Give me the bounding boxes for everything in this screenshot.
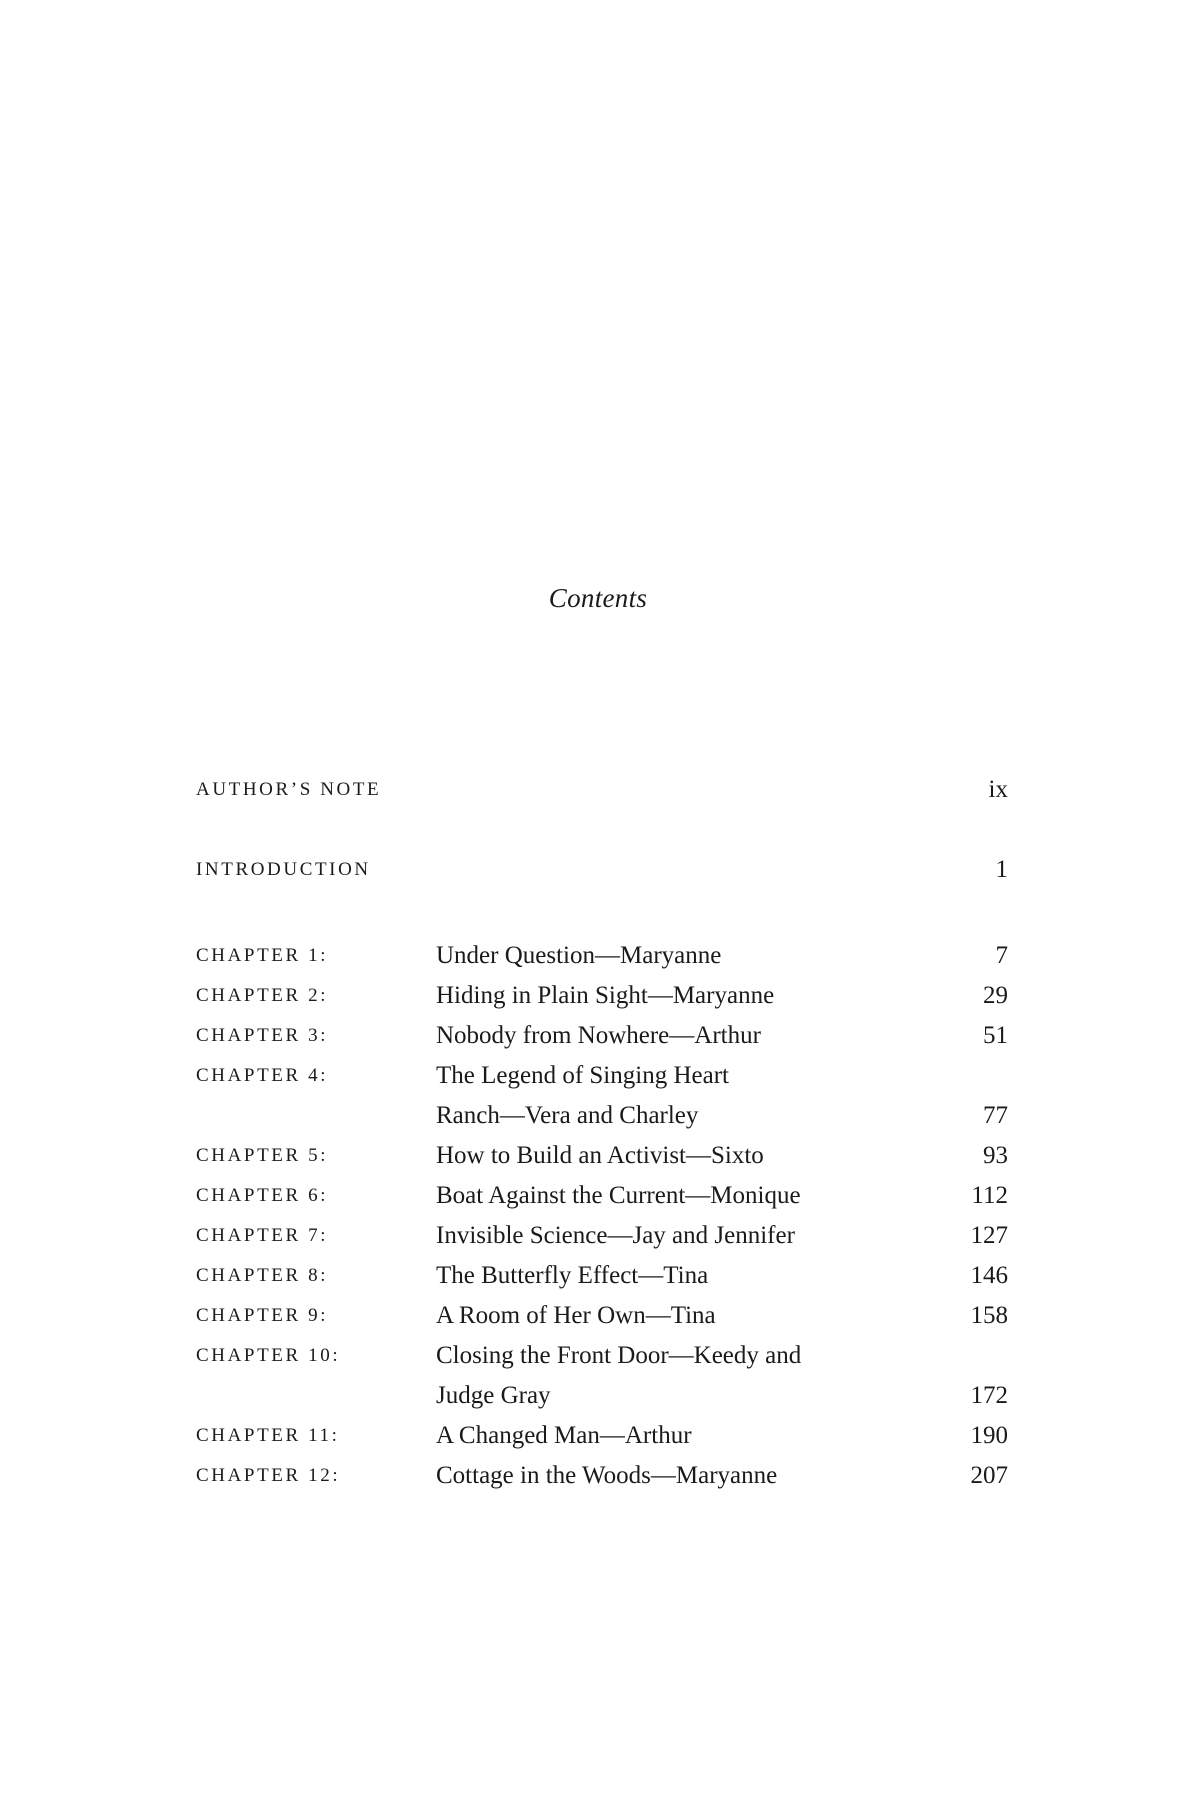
chapter-entry: [196, 1056, 1008, 1136]
front-matter-page-number: 1: [995, 856, 1008, 883]
chapter-label: CHAPTER 12:: [196, 1465, 341, 1486]
chapter-page-number: 29: [983, 982, 1008, 1009]
chapter-label: CHAPTER 11:: [196, 1425, 340, 1446]
chapter-page-number: 127: [970, 1222, 1008, 1249]
chapter-label: CHAPTER 8:: [196, 1265, 329, 1286]
chapter-title-line: Boat Against the Current—Monique: [436, 1182, 801, 1209]
chapter-title: [436, 1216, 958, 1256]
chapter-title-line: Closing the Front Door—Keedy and: [436, 1342, 802, 1369]
chapter-page-number: 146: [970, 1262, 1008, 1289]
chapter-label: CHAPTER 10:: [196, 1345, 341, 1366]
chapter-title-line: Nobody from Nowhere—Arthur: [436, 1022, 761, 1049]
chapter-page-number: 158: [970, 1302, 1008, 1329]
chapter-entry: [196, 1176, 1008, 1216]
chapter-entry: [196, 1416, 1008, 1456]
front-matter-authors-note: [196, 770, 1008, 810]
chapter-list: [196, 936, 1008, 1496]
chapter-page-number: 7: [995, 942, 1008, 969]
chapter-entry: [196, 1256, 1008, 1296]
chapter-label: CHAPTER 6:: [196, 1185, 329, 1206]
front-matter-label: INTRODUCTION: [196, 859, 371, 880]
chapter-label: CHAPTER 9:: [196, 1305, 329, 1326]
chapter-title: [436, 1456, 958, 1496]
chapter-title-line: Ranch—Vera and Charley: [436, 1102, 699, 1129]
front-matter-introduction: [196, 850, 1008, 890]
chapter-entry: [196, 1296, 1008, 1336]
chapter-title-line: Under Question—Maryanne: [436, 942, 722, 969]
chapter-title-line: Hiding in Plain Sight—Maryanne: [436, 982, 775, 1009]
chapter-entry: [196, 976, 1008, 1016]
front-matter-label: AUTHOR’S NOTE: [196, 779, 382, 800]
chapter-page-number: 190: [970, 1422, 1008, 1449]
chapter-label: CHAPTER 4:: [196, 1065, 329, 1086]
chapter-title-line: Judge Gray: [436, 1382, 551, 1409]
chapter-title-line: The Legend of Singing Heart: [436, 1062, 729, 1089]
chapter-entry: [196, 1216, 1008, 1256]
chapter-entry: [196, 1336, 1008, 1416]
chapter-page-number: 172: [970, 1382, 1008, 1409]
chapter-title: [436, 1136, 958, 1176]
chapter-title: [436, 936, 958, 976]
chapter-title: [436, 976, 958, 1016]
chapter-label: CHAPTER 2:: [196, 985, 329, 1006]
chapter-entry: [196, 1016, 1008, 1056]
chapter-page-number: 93: [983, 1142, 1008, 1169]
chapter-label: CHAPTER 3:: [196, 1025, 329, 1046]
chapter-entry: [196, 1136, 1008, 1176]
chapter-label: CHAPTER 1:: [196, 945, 329, 966]
front-matter-page-number: ix: [988, 776, 1008, 803]
chapter-title-line: Invisible Science—Jay and Jennifer: [436, 1222, 795, 1249]
chapter-title-line: Cottage in the Woods—Maryanne: [436, 1462, 778, 1489]
chapter-title-line: A Room of Her Own—Tina: [436, 1302, 716, 1329]
chapter-title-line: How to Build an Activist—Sixto: [436, 1142, 764, 1169]
chapter-page-number: 77: [983, 1102, 1008, 1129]
chapter-title: [436, 1176, 958, 1216]
chapter-page-number: 207: [970, 1462, 1008, 1489]
chapter-entry: [196, 936, 1008, 976]
chapter-label: CHAPTER 7:: [196, 1225, 329, 1246]
chapter-title: [436, 1336, 958, 1416]
chapter-title: [436, 1016, 958, 1056]
page-title: Contents: [548, 583, 648, 613]
chapter-label: CHAPTER 5:: [196, 1145, 329, 1166]
chapter-page-number: 51: [983, 1022, 1008, 1049]
chapter-title-line: A Changed Man—Arthur: [436, 1422, 692, 1449]
chapter-title-line: The Butterfly Effect—Tina: [436, 1262, 709, 1289]
chapter-title: [436, 1296, 958, 1336]
chapter-title: [436, 1256, 958, 1296]
chapter-entry: [196, 1456, 1008, 1496]
chapter-title: [436, 1416, 958, 1456]
chapter-title: [436, 1056, 958, 1136]
chapter-page-number: 112: [971, 1182, 1008, 1209]
